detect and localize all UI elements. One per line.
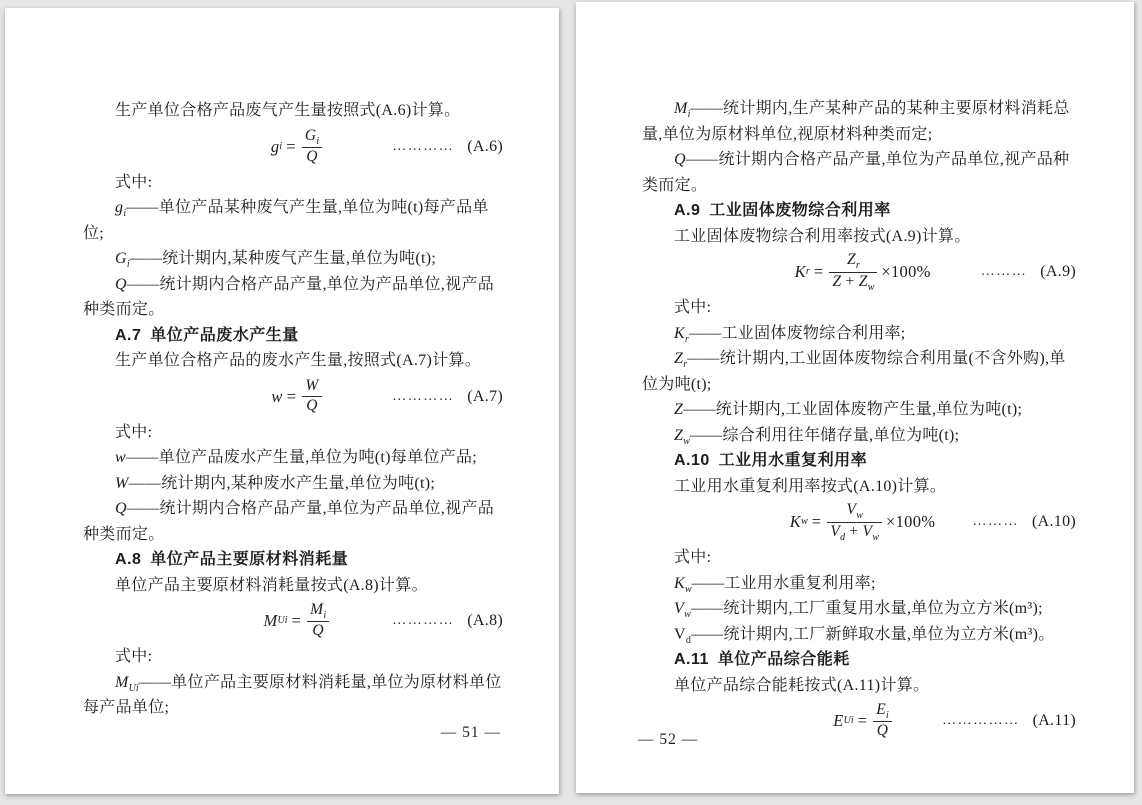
math-symbol: i xyxy=(279,140,283,152)
dot-leader: ………… xyxy=(392,388,455,404)
definition-text: ——统计期内,工厂新鲜取水量,单位为立方米(m³)。 xyxy=(690,625,1055,643)
math-symbol: i xyxy=(316,135,320,147)
document-page-left xyxy=(5,8,559,794)
equation-label: (A.11) xyxy=(1032,712,1076,730)
math-symbol: i xyxy=(126,259,130,271)
equation-label: (A.8) xyxy=(467,612,503,630)
section-number: A.10 xyxy=(674,452,710,469)
math-symbol: G xyxy=(304,126,317,144)
fraction-numerator xyxy=(307,601,329,621)
equals-sign: = xyxy=(857,711,868,731)
math-symbol: d xyxy=(840,531,846,543)
definition-row xyxy=(642,622,1076,648)
equals-sign: = xyxy=(811,512,822,532)
fraction xyxy=(829,251,877,292)
section-heading xyxy=(83,547,503,573)
math-symbol: i xyxy=(123,208,127,220)
definition-row xyxy=(642,397,1076,423)
definition-row xyxy=(83,496,503,547)
math-symbol: Ui xyxy=(277,615,288,626)
fraction-denominator xyxy=(302,396,321,416)
math-symbol: Z xyxy=(674,426,684,444)
formula-math xyxy=(271,377,323,415)
math-symbol: K xyxy=(794,262,806,282)
fraction-numerator xyxy=(873,701,892,721)
definition-row xyxy=(83,246,503,272)
section-title: 工业固体废物综合利用率 xyxy=(709,202,891,219)
math-symbol: M xyxy=(310,601,324,619)
math-symbol: W xyxy=(115,474,129,492)
section-heading xyxy=(642,448,1076,474)
math-symbol: E xyxy=(833,711,844,731)
document-page-right xyxy=(576,2,1134,793)
math-symbol: Q xyxy=(312,622,324,640)
definition-text: ——统计期内,生产某种产品的某种主要原材料消耗总量,单位为原材料单位,视原材料种类而定; xyxy=(642,100,1070,143)
math-symbol: w xyxy=(684,609,691,621)
fraction xyxy=(827,501,882,542)
page-content xyxy=(642,96,1076,744)
definition-row xyxy=(83,445,503,471)
paragraph: 式中: xyxy=(115,648,153,665)
formula xyxy=(642,500,1076,544)
math-symbol: V xyxy=(674,600,685,617)
fraction xyxy=(873,701,892,741)
formula-math xyxy=(263,601,331,641)
math-symbol: Z xyxy=(674,401,684,418)
dot-leader: ………… xyxy=(392,138,455,154)
math-symbol: Z xyxy=(832,272,842,290)
page-number: — 52 — xyxy=(638,731,699,748)
paragraph: 式中: xyxy=(115,173,153,191)
math-symbol: g xyxy=(270,136,280,156)
math-symbol: i xyxy=(323,610,327,622)
math-symbol: w xyxy=(801,516,808,527)
dot-leader: …………… xyxy=(942,713,1020,729)
definition-text: ——统计期内,某种废气产生量,单位为吨(t); xyxy=(129,250,437,267)
definition-row xyxy=(642,147,1076,198)
math-symbol: + xyxy=(841,272,859,290)
formula-suffix: ×100% xyxy=(881,262,931,282)
formula-math xyxy=(271,127,324,167)
paragraph: 生产单位合格产品的废水产生量,按照式(A.7)计算。 xyxy=(115,352,482,369)
definition-text: ——统计期内,某种废水产生量,单位为吨(t); xyxy=(128,474,436,492)
equals-sign: = xyxy=(291,611,302,631)
definition-text: ——工业固体废物综合利用率; xyxy=(688,324,906,342)
section-heading xyxy=(642,647,1076,673)
formula-leader xyxy=(931,259,1076,285)
math-symbol: Q xyxy=(115,275,127,293)
dot-leader: ……… xyxy=(980,264,1028,280)
page-content xyxy=(83,98,503,721)
math-symbol: w xyxy=(856,510,863,522)
formula-leader xyxy=(331,608,503,634)
math-symbol: g xyxy=(115,199,124,216)
math-symbol: V xyxy=(862,522,873,540)
dot-leader: ……… xyxy=(972,514,1019,530)
definition-row xyxy=(83,471,503,497)
formula xyxy=(642,250,1076,294)
math-symbol: w xyxy=(872,531,879,543)
math-symbol: r xyxy=(683,359,688,371)
math-symbol: K xyxy=(674,324,685,342)
definition-text: ——工业用水重复利用率; xyxy=(691,574,876,592)
definition-row xyxy=(642,96,1076,147)
paragraph: 单位产品主要原材料消耗量按式(A.8)计算。 xyxy=(115,576,428,594)
definition-text: ——统计期内合格产品产量,单位为产品单位,视产品种类而定。 xyxy=(83,275,495,318)
formula-math xyxy=(833,701,894,741)
math-symbol: w xyxy=(271,386,283,406)
math-symbol: r xyxy=(684,333,689,345)
page-number: — 51 — xyxy=(440,724,501,741)
formula-leader xyxy=(894,708,1076,734)
math-symbol: w xyxy=(683,435,690,447)
math-symbol: w xyxy=(115,449,126,466)
section-title: 工业用水重复利用率 xyxy=(718,452,868,469)
math-symbol: w xyxy=(684,583,692,595)
fraction-denominator xyxy=(829,272,877,293)
paragraph: 式中: xyxy=(115,423,153,441)
math-symbol: i xyxy=(886,710,889,722)
definition-text: ——单位产品废水产生量,单位为吨(t)每单位产品; xyxy=(125,449,478,466)
dot-leader: ………… xyxy=(392,613,455,629)
math-symbol: Q xyxy=(306,147,318,165)
definition-text: ——统计期内,工业固体废物产生量,单位为吨(t); xyxy=(683,401,1023,418)
math-symbol: r xyxy=(805,266,810,277)
definition-row xyxy=(642,423,1076,449)
paragraph: 工业用水重复利用率按式(A.10)计算。 xyxy=(674,477,947,495)
math-symbol: Z xyxy=(858,272,868,290)
math-symbol: V xyxy=(830,522,841,540)
definition-row xyxy=(83,195,503,246)
equation-label: (A.10) xyxy=(1031,513,1076,531)
fraction xyxy=(302,127,322,167)
formula-leader xyxy=(324,384,503,410)
math-symbol: K xyxy=(789,512,802,532)
math-symbol: W xyxy=(305,377,319,395)
math-symbol: w xyxy=(867,281,875,293)
math-symbol: M xyxy=(674,100,688,117)
math-symbol: Z xyxy=(846,251,856,269)
math-symbol: G xyxy=(115,250,127,267)
definition-row xyxy=(642,321,1076,347)
section-heading xyxy=(642,198,1076,224)
definition-row xyxy=(642,346,1076,397)
math-symbol: Z xyxy=(674,350,684,367)
formula xyxy=(642,699,1076,743)
math-symbol: r xyxy=(855,260,860,272)
paragraph: 生产单位合格产品废气产生量按照式(A.6)计算。 xyxy=(115,102,461,119)
section-title: 单位产品废水产生量 xyxy=(150,326,299,344)
definition-text: ——单位产品某种废气产生量,单位为吨(t)每产品单位; xyxy=(83,199,489,242)
section-title: 单位产品综合能耗 xyxy=(717,651,850,668)
math-symbol: Ui xyxy=(843,715,854,726)
definition-row xyxy=(83,670,503,721)
equation-label: (A.6) xyxy=(467,137,503,155)
definition-text: ——综合利用往年储存量,单位为吨(t); xyxy=(689,426,960,444)
definition-text: ——统计期内,工厂重复用水量,单位为立方米(m³); xyxy=(690,600,1043,617)
paragraph: 工业固体废物综合利用率按式(A.9)计算。 xyxy=(674,227,971,245)
math-symbol: E xyxy=(876,701,887,719)
definition-row xyxy=(642,571,1076,597)
equals-sign: = xyxy=(286,136,296,156)
paragraph: 式中: xyxy=(674,299,712,316)
math-symbol: V xyxy=(846,501,857,519)
fraction-denominator xyxy=(873,721,892,741)
math-symbol: + xyxy=(845,522,863,540)
fraction-numerator xyxy=(302,127,322,147)
definition-row xyxy=(83,272,503,323)
formula xyxy=(83,375,503,419)
fraction-denominator xyxy=(827,522,882,543)
math-symbol: Q xyxy=(115,500,127,517)
fraction xyxy=(302,377,321,415)
definition-row xyxy=(642,596,1076,622)
formula-leader xyxy=(935,509,1076,535)
paragraph: 单位产品综合能耗按式(A.11)计算。 xyxy=(674,676,930,694)
math-symbol: Q xyxy=(674,151,686,168)
section-number: A.7 xyxy=(115,326,142,344)
section-number: A.11 xyxy=(674,651,709,668)
formula xyxy=(83,599,503,643)
formula-suffix: ×100% xyxy=(885,512,936,532)
math-symbol: Q xyxy=(876,722,889,740)
definition-text: ——单位产品主要原材料消耗量,单位为原材料单位每产品单位; xyxy=(83,673,502,716)
math-symbol: d xyxy=(685,634,691,646)
section-title: 单位产品主要原材料消耗量 xyxy=(150,551,349,568)
section-number: A.9 xyxy=(674,202,701,219)
section-heading xyxy=(83,323,503,349)
section-number: A.8 xyxy=(115,551,142,568)
definition-text: ——统计期内合格产品产量,单位为产品单位,视产品种类而定。 xyxy=(642,151,1070,194)
math-symbol: V xyxy=(674,625,686,643)
equals-sign: = xyxy=(813,262,824,282)
fraction-denominator xyxy=(302,147,322,167)
equation-label: (A.9) xyxy=(1040,263,1076,281)
math-symbol: Ui xyxy=(128,682,139,694)
math-symbol: i xyxy=(687,109,691,121)
equation-label: (A.7) xyxy=(467,387,503,405)
math-symbol: Q xyxy=(306,397,318,414)
math-symbol: M xyxy=(115,673,129,691)
paragraph: 式中: xyxy=(674,549,712,566)
equals-sign: = xyxy=(286,386,297,406)
fraction-numerator xyxy=(302,377,321,396)
math-symbol: M xyxy=(263,611,278,631)
fraction-numerator xyxy=(829,251,877,271)
math-symbol: K xyxy=(674,574,685,592)
formula-math xyxy=(795,251,931,292)
fraction-numerator xyxy=(827,501,882,521)
formula xyxy=(83,125,503,169)
fraction-denominator xyxy=(307,621,329,641)
formula-math xyxy=(790,501,936,542)
definition-text: ——统计期内合格产品产量,单位为产品单位,视产品种类而定。 xyxy=(83,500,495,543)
fraction xyxy=(307,601,329,641)
formula-leader xyxy=(324,134,503,160)
definition-text: ——统计期内,工业固体废物综合利用量(不含外购),单位为吨(t); xyxy=(642,350,1066,393)
